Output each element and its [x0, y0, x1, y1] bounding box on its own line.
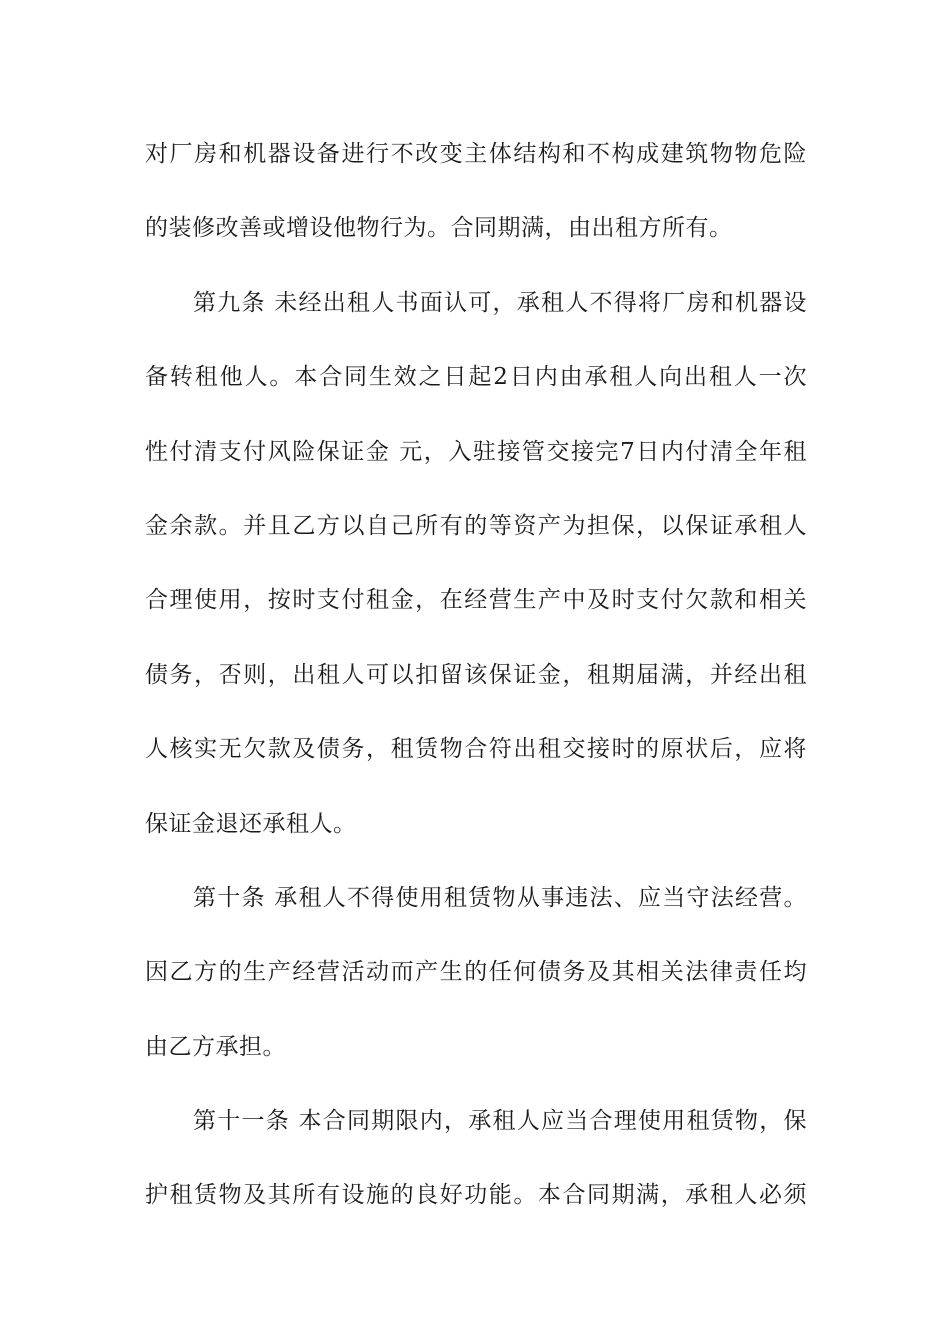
text-line: 债务，否则，出租人可以扣留该保证金，租期届满，并经出租	[145, 661, 807, 688]
text-line: 由乙方承担。	[145, 1033, 286, 1060]
article-9-first-line: 第九条 未经出租人书面认可，承租人不得将厂房和机器设	[193, 289, 807, 316]
text-line: 金余款。并且乙方以自己所有的等资产为担保，以保证承租人	[145, 512, 807, 539]
text-line: 合理使用，按时支付租金，在经营生产中及时支付欠款和相关	[145, 587, 807, 614]
article-10-first-line: 第十条 承租人不得使用租赁物从事违法、应当守法经营。	[193, 884, 807, 911]
text-line: 对厂房和机器设备进行不改变主体结构和不构成建筑物物危险	[145, 141, 807, 167]
contract-text-block	[145, 131, 807, 1247]
text-line: 因乙方的生产经营活动而产生的任何债务及其相关法律责任均	[145, 959, 807, 986]
text-line: 备转租他人。本合同生效之日起2日内由承租人向出租人一次	[145, 364, 807, 391]
text-line: 人核实无欠款及债务，租赁物合符出租交接时的原状后，应将	[145, 736, 807, 763]
text-line: 护租赁物及其所有设施的良好功能。本合同期满，承租人必须	[145, 1182, 807, 1209]
text-line: 性付清支付风险保证金 元，入驻接管交接完7日内付清全年租	[145, 438, 807, 465]
text-line: 的装修改善或增设他物行为。合同期满，由出租方所有。	[145, 215, 733, 242]
text-line: 保证金退还承租人。	[145, 810, 357, 837]
article-11-first-line: 第十一条 本合同期限内，承租人应当合理使用租赁物，保	[193, 1108, 807, 1135]
